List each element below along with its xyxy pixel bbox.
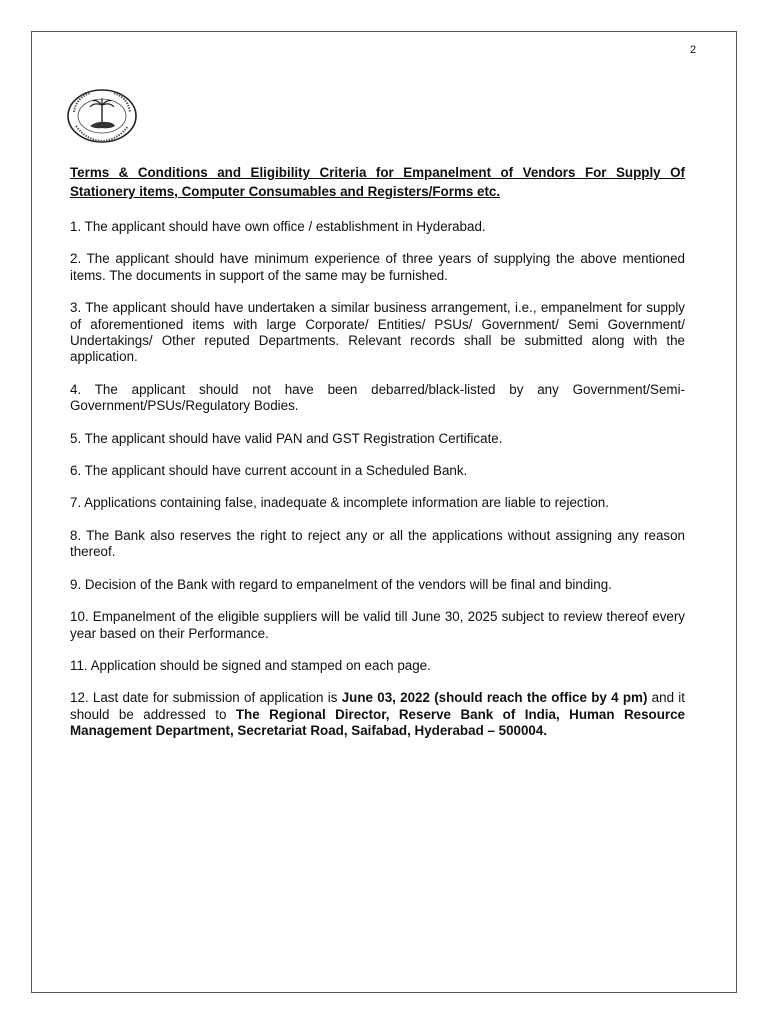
condition-item-9: 9. Decision of the Bank with regard to empanelment of the vendors will be final and binding. [70,576,612,592]
condition-item-2: 2. The applicant should have minimum experience of three years of supplying the above mentioned items. The documents in support of the same may be furnished. [70,251,685,283]
item12-connector: and it should be addressed to [70,690,686,722]
document-body [70,163,685,756]
condition-item-3: 3. The applicant should have undertaken a similar business arrangement, i.e., empanelment for supply of aforementioned items with large Corporate/ Entities/ PSUs/ Government/ Semi Government/ Undertakings/ Other reputed Departments. Relevant records shall be submitted along with the application. [70,300,685,365]
condition-item-1: 1. The applicant should have own office / establishment in Hyderabad. [70,219,486,234]
submission-address: The Regional Director, Reserve Bank of India, Human Resource Management Department, Secretariat Road, Saifabad, Hyderabad – 500004. [70,706,686,739]
submission-deadline: June 03, 2022 (should reach the office by 4 pm) [341,690,648,706]
condition-item-6: 6. The applicant should have current account in a Scheduled Bank. [70,463,468,479]
item12-intro: 12. Last date for submission of application is [70,690,342,706]
condition-item-7: 7. Applications containing false, inadequate & incomplete information are liable to rejection. [70,495,609,511]
page-number: 2 [690,44,697,56]
condition-item-8: 8. The Bank also reserves the right to reject any or all the applications without assigning any reason thereof. [70,527,685,560]
document-heading: Terms & Conditions and Eligibility Criteria for Empanelment of Vendors For Supply Of Stationery items, Computer Consumables and Registers/Forms etc. [70,165,685,199]
condition-item-10: 10. Empanelment of the eligible suppliers will be valid till June 30, 2025 subject to review thereof every year based on their Performance. [70,609,685,641]
condition-item-11: 11. Application should be signed and stamped on each page. [70,657,431,673]
rbi-seal-icon [66,88,138,144]
condition-item-5: 5. The applicant should have valid PAN and GST Registration Certificate. [70,430,503,446]
condition-item-12 [70,690,685,739]
condition-item-4: 4. The applicant should not have been debarred/black-listed by any Government/Semi-Government/PSUs/Regulatory Bodies. [70,381,685,414]
